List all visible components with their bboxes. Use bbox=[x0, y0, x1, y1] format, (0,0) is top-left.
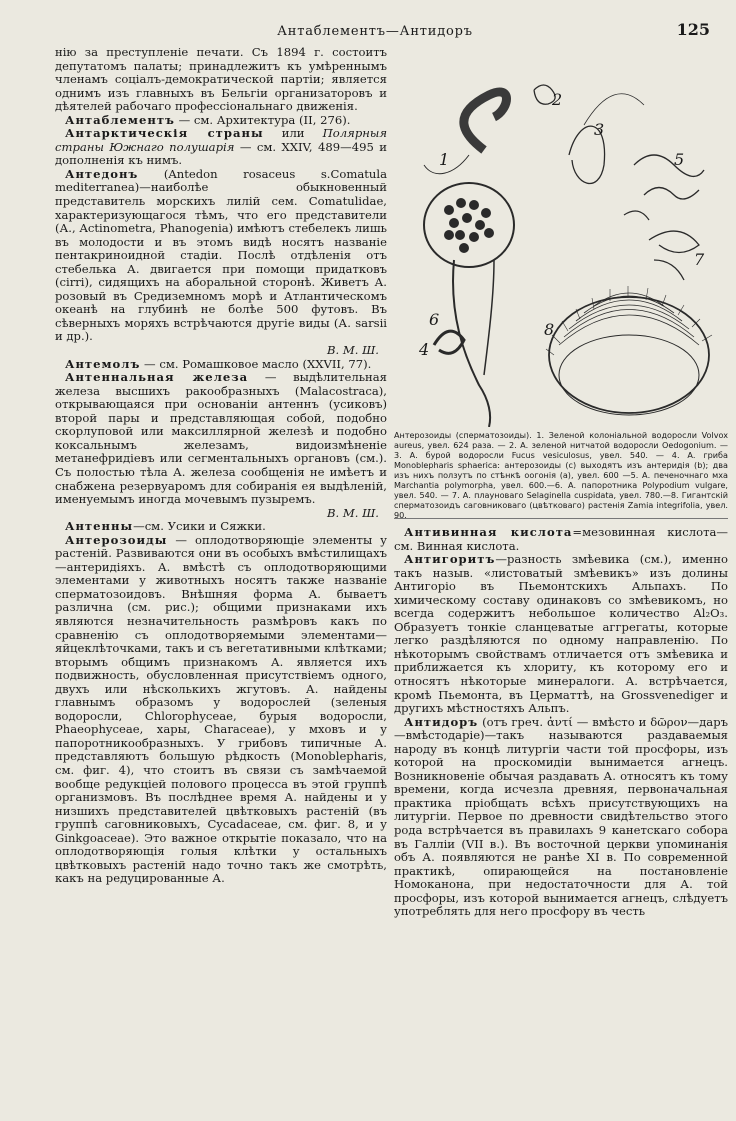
page-header bbox=[40, 20, 710, 44]
caption-body: 1. Зеленой колоніальной водоросли Volvox aureus, увел. 624 раза. — 2. А. зеленой нитчатой водоросли Oedogonium. — 3. А. бурой водоросли Fucus vesiculosus, увел. 540. — 4. А. гриба Monoblepharis sphaerica: антерозоиды (с) выходятъ изъ антеридія (b); два изъ нихъ ползутъ по стѣнкѣ оогонія (а), увел. 600 —5. А. печеночнаго мха Marchantia polymorpha, увел. 600.—6. А. папоротника Polypodium vulgare, увел. 540. — 7. А. плауноваго Selaginella cuspidata, увел. 780.—8. Гигантскій сперматозоидъ саговниковаго (цвѣтковаго) растенія Zamia integrifolia, увел. 90. bbox=[394, 430, 728, 520]
entry-text: (Antedon rosaceus s.Comatula mediterranea)—наиболѣе обыкновенный представитель морскихъ лилій сем. Comatulidae, характеризующагося тѣмъ, что его представители (А., Actinometra, Phanogenia) имѣютъ стебелекъ лишь въ молодости и въ этомъ видѣ носятъ названіе пентакриноидной стадіи. Послѣ отдѣленія отъ стебелька А. двигается при помощи придатковъ (cirri), сидящихъ на аборальной сторонѣ. Живетъ А. розовый въ Средиземномъ морѣ и Атлантическомъ океанѣ на глубинѣ не болѣе 500 футовъ. Въ сѣверныхъ моряхъ встрѣчаются другіе виды (А. sarsii и др.). bbox=[55, 166, 387, 344]
entry-text: —см. Усики и Сяжки. bbox=[133, 519, 266, 534]
entry-text: — см. Ромашковое масло (XXVII, 77). bbox=[140, 356, 372, 371]
fig-5-drawing bbox=[634, 155, 704, 176]
entry-headword: Антемолъ bbox=[65, 356, 141, 371]
fig-8-drawing bbox=[549, 297, 709, 413]
dictionary-entry bbox=[55, 168, 387, 358]
fig-label-4: 4 bbox=[419, 340, 430, 359]
entry-text: — см. Архитектура (II, 276). bbox=[174, 112, 351, 127]
entry-headword: Антивинная кислота bbox=[404, 525, 573, 539]
fig-label-5: 5 bbox=[674, 150, 685, 169]
entry-headword: Антидоръ bbox=[404, 714, 479, 729]
entry-headword: Антеннальная железа bbox=[65, 370, 249, 385]
fig-4-drawing bbox=[424, 183, 514, 267]
entry-text: — выдѣлительная железа высшихъ ракообразныхъ (Malacostraca), открывающаяся при основаніи антеннъ (усиковъ) второй пары и представляющая собой, подобно скорлуповой или максиллярной железѣ и подобно коксальнымъ железамъ, видоизмѣненіе метанефридіевъ или сегментальныхъ органовъ (см.). Съ полостью тѣла А. железа сообщенія не имѣетъ и снабжена резервуаромъ для собиранія ея выдѣленій, именуемымъ иногда мочевымъ пузыремъ. bbox=[55, 370, 387, 507]
dictionary-entry bbox=[394, 716, 728, 919]
dictionary-entry bbox=[394, 526, 728, 553]
left-column bbox=[55, 46, 387, 886]
entry-text: (отъ греч. ἀντί — вмѣсто и δῶρον—даръ—вмѣстодаріе)—такъ называются раздаваемыя народу въ концѣ литургіи части той просфоры, изъ которой на проскомидіи вынимается агнецъ. Возникновеніе обычая раздавать А. относятъ къ тому времени, когда исчезла древняя, первоначальная практика пріобщать всѣхъ присутствующихъ на литургіи. Первое по древности свидѣтельство этого рода встрѣчается въ правилахъ 9 канетскаго собора въ Галліи (VII в.). Въ восточной церкви упоминанія объ А. появляются не ранѣе XI в. По современной практикѣ, опирающейся на постановленіе Номоканона, при недостаточности для А. той просфоры, изъ которой вынимается агнецъ, слѣдуетъ употреблять для него просфору въ честь bbox=[394, 714, 728, 919]
entry-headword: Антедонъ bbox=[65, 166, 139, 181]
caption-head: Антерозоиды (сперматозоиды). bbox=[394, 430, 532, 440]
fig-label-3: 3 bbox=[594, 120, 605, 139]
right-column bbox=[394, 526, 728, 919]
entry-headword: Антенны bbox=[65, 519, 134, 534]
entry-text: нію за преступленіе печати. Съ 1894 г. состоитъ депутатомъ палаты; принадлежитъ къ умѣреннымъ членамъ соціалъ-демократической партіи; является однимъ изъ главныхъ въ Бельгіи организаторовъ и дѣятелей рабочаго профессіональнаго движенія. bbox=[55, 45, 387, 114]
entry-headword: Антерозоиды bbox=[65, 532, 168, 547]
entry-headword: Антарктическія страны bbox=[65, 126, 264, 141]
antherozoids-illustration bbox=[394, 55, 728, 427]
entry-text: — оплодотворяющіе элементы у растеній. Развиваются они въ особыхъ вмѣстилищахъ—антеридіяхъ. А. вмѣстѣ съ оплодотворяющими элементами у животныхъ носятъ также названіе сперматозоидовъ. Внѣшняя форма А. бываетъ различна (см. рис.); общими признаками ихъ являются незначительность размѣровъ какъ по сравненію съ оплодотворяемыми элементами—яйцеклѣточками, такъ и съ вегетативными клѣтками; вторымъ общимъ признакомъ А. является ихъ подвижность, обусловленная присутствіемъ одного, двухъ или нѣсколькихъ жгутовъ. А. найдены главнымъ образомъ у водорослей (зеленыя водоросли, Chlorophyceae, бурыя водоросли, Phaeophyceae, хары, Characeae), у мховъ и у папоротникообразныхъ. У грибовъ типичные А. представляютъ большую рѣдкость (Monoblepharis, см. фиг. 4), что стоитъ въ связи съ замѣчаемой вообще редукціей полового процесса въ этой группѣ организмовъ. Въ послѣднее время А. найдены и у низшихъ представителей цвѣтковыхъ растеній (въ группѣ саговниковыхъ, Cycadaceae, см. фиг. 8, и у Ginkgoaceae). Это важное открытіе показало, что на оплодотворяющія голыя клѣтки у остальныхъ цвѣтковыхъ растеній надо точно такъ же смотрѣть, какъ на редуцированные А. bbox=[55, 532, 387, 886]
fig-label-8: 8 bbox=[544, 320, 555, 339]
fig-label-6: 6 bbox=[429, 310, 440, 329]
fig-label-7: 7 bbox=[694, 250, 705, 269]
dictionary-entry bbox=[55, 114, 387, 128]
dictionary-entry bbox=[55, 520, 387, 534]
entry-text: или bbox=[263, 126, 323, 141]
page-number: 125 bbox=[676, 20, 710, 39]
fig-label-2: 2 bbox=[552, 90, 563, 109]
entry-italic-term: Полярныя страны Южнаго полушарія bbox=[55, 126, 387, 154]
entry-text: =мезовинная кислота—см. Винная кислота. bbox=[394, 525, 728, 553]
entry-headword: Антаблементъ bbox=[65, 112, 175, 127]
dictionary-entry bbox=[55, 358, 387, 372]
entry-headword: Антигоритъ bbox=[404, 552, 496, 567]
author-signature: В. М. Ш. bbox=[326, 343, 379, 358]
entry-text: — см. XXIV, 489—495 и дополненія къ нимъ. bbox=[55, 139, 387, 168]
fig-label-1: 1 bbox=[439, 150, 450, 169]
fig-1-drawing bbox=[464, 92, 507, 150]
author-signature: В. М. Ш. bbox=[326, 505, 379, 520]
figure-caption bbox=[394, 430, 728, 520]
dictionary-entry bbox=[55, 127, 387, 168]
dictionary-entry bbox=[55, 371, 387, 520]
fig-7-drawing bbox=[649, 231, 699, 252]
fig-6-drawing bbox=[434, 331, 464, 353]
continued-paragraph bbox=[55, 46, 387, 114]
dictionary-entry bbox=[394, 553, 728, 716]
dictionary-entry bbox=[55, 534, 387, 886]
running-title: Антаблементъ—Антидоръ bbox=[277, 24, 473, 39]
column-divider bbox=[394, 518, 728, 519]
entry-text: —разность змѣевика (см.), именно такъ назыв. «листоватый змѣевикъ» изъ долины Антигоріо въ Пьемонтскихъ Альпахъ. По химическому составу одинаковъ со змѣевикомъ, но всегда содержитъ небольшое количество Al₂O₃. Образуетъ тонкіе сланцеватые аггрегаты, которые легко раздѣляются по одному направленію. По нѣкоторымъ свойствамъ отличается отъ змѣевика и приближается къ хлориту, къ которому его и относятъ нѣкоторые минералоги. А. встрѣчается, кромѣ Пьемонта, въ Церматтѣ, на Grossvenediger и другихъ мѣстностяхъ Альпъ. bbox=[394, 552, 728, 716]
